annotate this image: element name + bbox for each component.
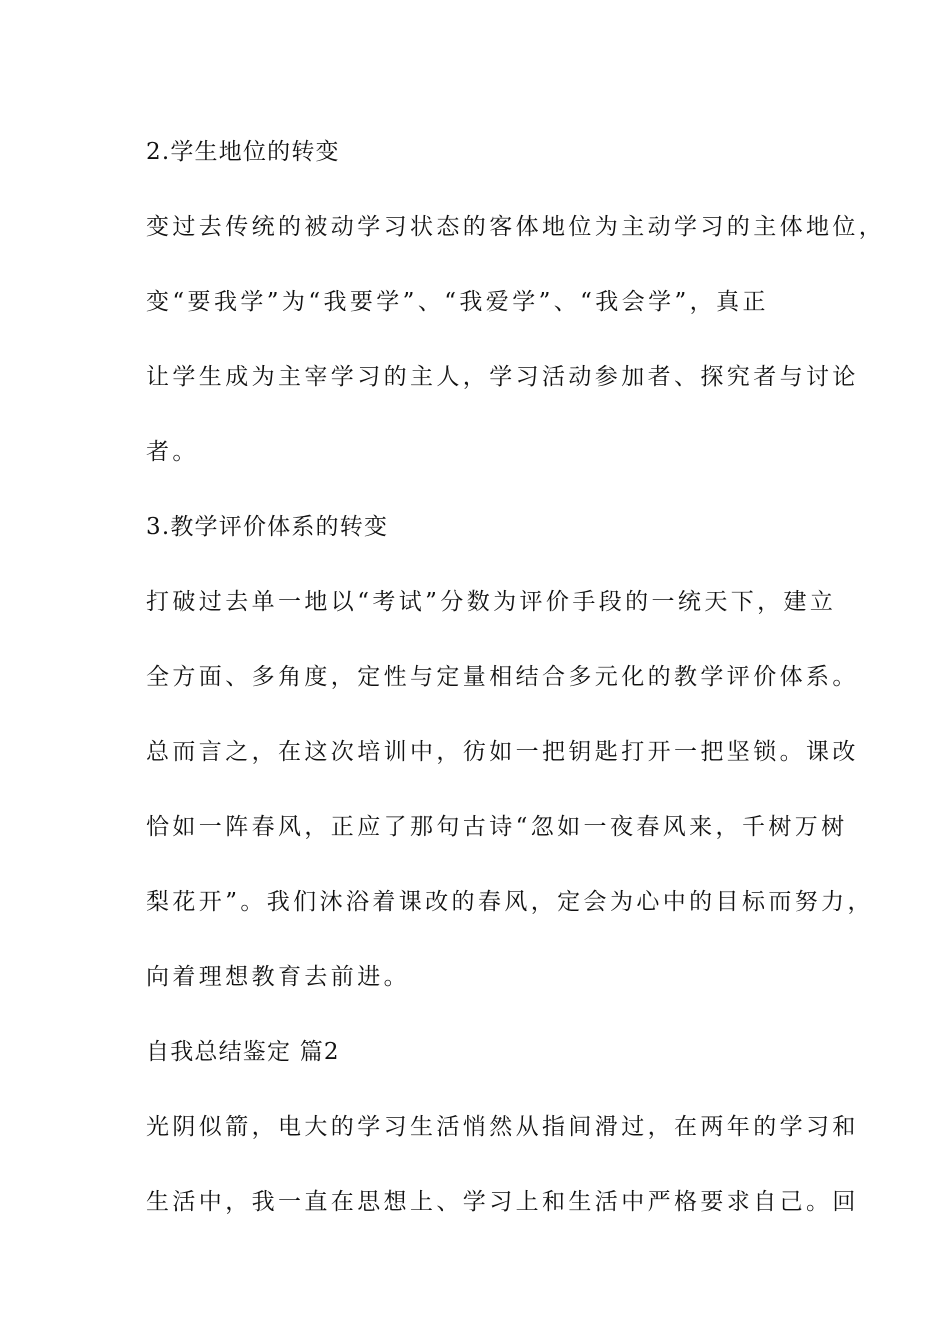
paragraph-line: 让学生成为主宰学习的主人，学习活动参加者、探究者与讨论: [146, 364, 859, 390]
paragraph-line: 光阴似箭，电大的学习生活悄然从指间滑过，在两年的学习和: [146, 1114, 859, 1140]
paragraph-line: 总而言之，在这次培训中，彷如一把钥匙打开一把坚锁。课改: [146, 739, 859, 765]
section-heading-student-status: 2.学生地位的转变: [146, 139, 340, 165]
paragraph-line: 向着理想教育去前进。: [146, 964, 410, 990]
paragraph-line: 变“要我学”为“我要学”、“我爱学”、“我会学”，真正: [146, 289, 769, 315]
paragraph-line: 梨花开”。我们沐浴着课改的春风，定会为心中的目标而努力，: [146, 889, 874, 915]
paragraph-line: 全方面、多角度，定性与定量相结合多元化的教学评价体系。: [146, 664, 859, 690]
paragraph-line: 者。: [146, 439, 199, 465]
section-heading-evaluation-system: 3.教学评价体系的转变: [146, 514, 389, 540]
paragraph-line: 变过去传统的被动学习状态的客体地位为主动学习的主体地位，: [146, 214, 886, 240]
paragraph-line: 恰如一阵春风，正应了那句古诗“忽如一夜春风来，千树万树: [146, 814, 848, 840]
paragraph-line: 打破过去单一地以“考试”分数为评价手段的一统天下，建立: [146, 589, 837, 615]
paragraph-line: 生活中，我一直在思想上、学习上和生活中严格要求自己。回: [146, 1189, 859, 1215]
article-title-part-2: 自我总结鉴定 篇2: [146, 1039, 340, 1065]
